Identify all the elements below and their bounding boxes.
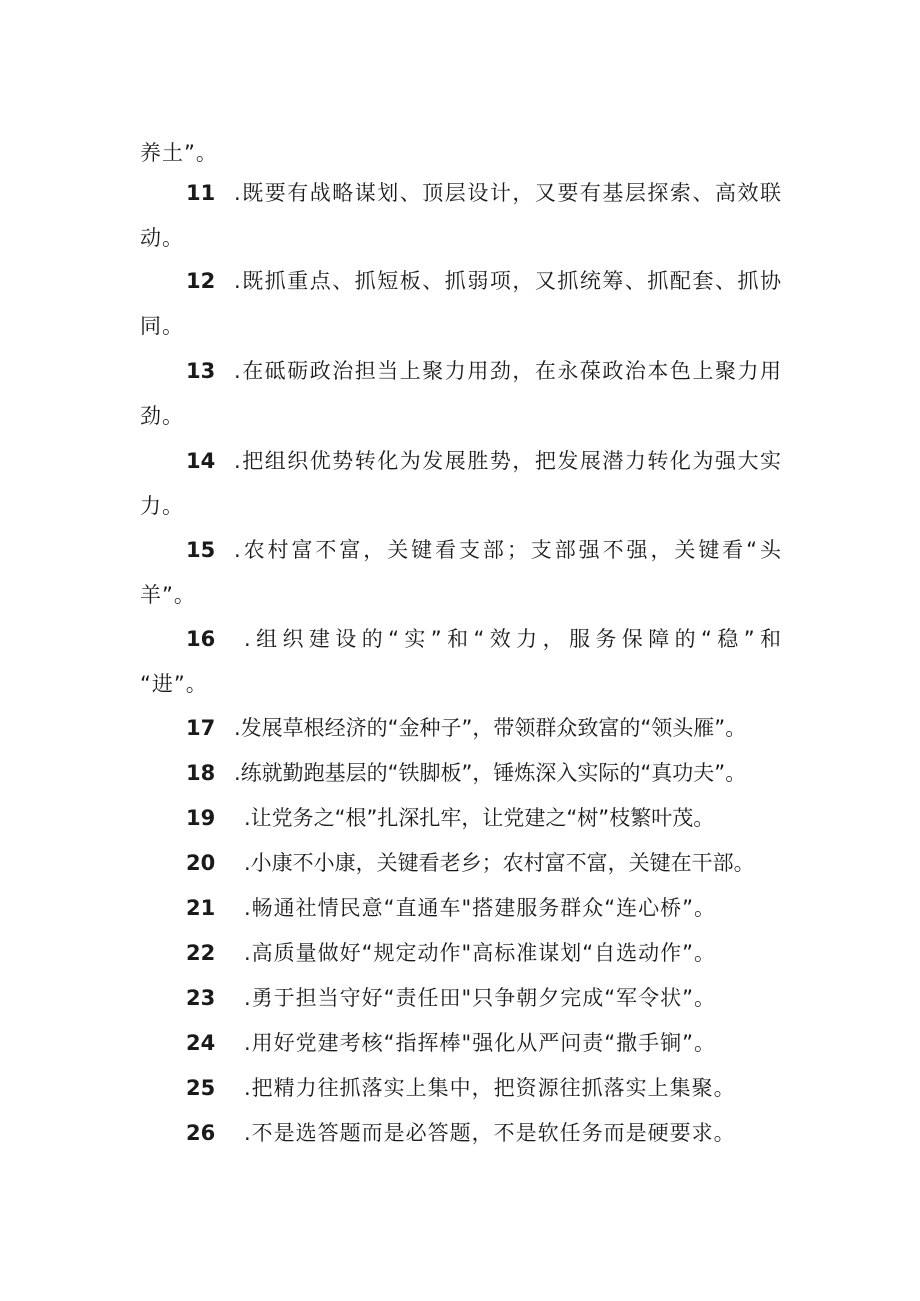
item-number: 24 [186,1031,216,1055]
item-text-cont: 劲。 [140,404,184,428]
item-number: 25 [186,1076,216,1100]
item-text: 养土”。 [140,141,218,165]
item-number: 26 [186,1121,216,1145]
item-text: .既抓重点、抓短板、抓弱项，又抓统筹、抓配套、抓协 [234,269,782,293]
item-number: 15 [186,538,216,562]
item-number: 11 [186,181,216,205]
item-number: 19 [186,806,216,830]
item-text: .勇于担当守好“责任田"只争朝夕完成“军令状”。 [244,986,716,1010]
item-number: 16 [186,627,216,651]
item-text: .高质量做好“规定动作"高标准谋划“自选动作”。 [244,941,716,965]
item-text: .小康不小康，关键看老乡；农村富不富，关键在干部。 [244,851,755,875]
item-number: 23 [186,986,216,1010]
item-number: 21 [186,896,216,920]
item-text: .把精力往抓落实上集中，把资源往抓落实上集聚。 [244,1076,736,1100]
item-text: .既要有战略谋划、顶层设计，又要有基层探索、高效联 [234,181,782,205]
item-number: 18 [186,761,216,785]
item-text: .发展草根经济的“金种子”，带领群众致富的“领头雁”。 [234,716,747,740]
item-text-cont: 动。 [140,226,184,250]
item-text: .在砥砺政治担当上聚力用劲，在永葆政治本色上聚力用 [234,359,782,383]
item-text: .练就勤跑基层的“铁脚板”，锤炼深入实际的“真功夫”。 [234,761,747,785]
item-text-cont: 力。 [140,494,184,518]
item-text: .农村富不富，关键看支部；支部强不强，关键看“头 [234,538,782,562]
item-number: 17 [186,716,216,740]
item-number: 14 [186,449,216,473]
item-number: 20 [186,851,216,875]
item-text-cont: 同。 [140,314,184,338]
item-number: 13 [186,359,216,383]
item-number: 12 [186,269,216,293]
item-text-cont: 羊”。 [140,583,196,607]
item-text: .不是选答题而是必答题，不是软任务而是硬要求。 [244,1121,736,1145]
item-number: 22 [186,941,216,965]
item-text: .把组织优势转化为发展胜势，把发展潜力转化为强大实 [234,449,782,473]
item-text: .用好党建考核“指挥棒"强化从严问责“撒手锏”。 [244,1031,716,1055]
item-text: .畅通社情民意“直通车"搭建服务群众“连心桥”。 [244,896,716,920]
item-text: .组织建设的“实”和“效力，服务保障的“稳”和 [244,627,782,651]
item-text: .让党务之“根”扎深扎牢，让党建之“树”枝繁叶茂。 [244,806,715,830]
item-text-cont: “进”。 [140,672,208,696]
